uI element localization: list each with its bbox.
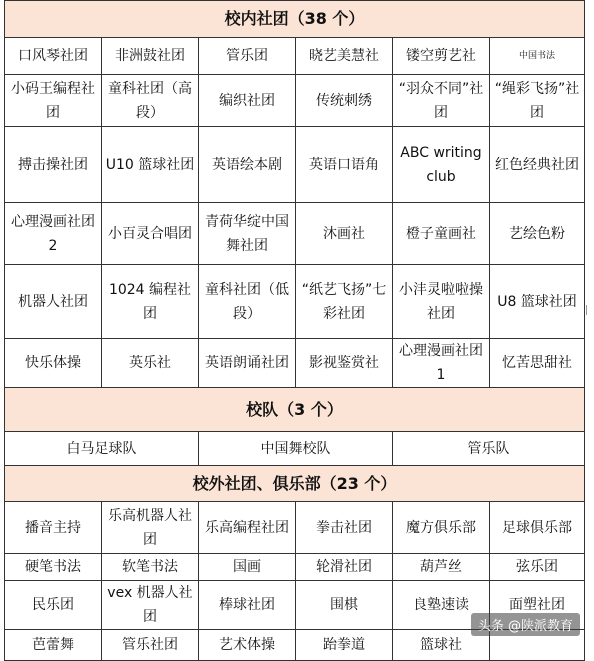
club-cell: 硬笔书法 [5, 554, 102, 581]
clubs-table [4, 0, 585, 661]
club-cell: 心理漫画社团 1 [393, 339, 490, 388]
club-cell: 轮滑社团 [296, 554, 393, 581]
club-cell: 传统刺绣 [296, 75, 393, 127]
club-cell: 播音主持 [5, 502, 102, 554]
club-cell: 英语绘本剧 [199, 127, 296, 203]
club-cell: 棒球社团 [199, 581, 296, 630]
club-cell: 管乐队 [393, 432, 585, 466]
club-cell: 红色经典社团 [490, 127, 585, 203]
club-cell: 童科社团（低段） [199, 265, 296, 339]
club-cell: 拳击社团 [296, 502, 393, 554]
club-cell: 中国舞校队 [199, 432, 393, 466]
club-cell: 机器人社团 [5, 265, 102, 339]
table-row [5, 432, 585, 466]
club-cell: 心理漫画社团 2 [5, 203, 102, 265]
club-cell: 管乐团 [199, 38, 296, 75]
club-cell: 面塑社团 [490, 581, 585, 630]
club-cell: 白马足球队 [5, 432, 199, 466]
section-header: 校队（3 个） [5, 388, 585, 432]
club-cell: 口风琴社团 [5, 38, 102, 75]
club-cell: 葫芦丝 [393, 554, 490, 581]
club-cell: 国画 [199, 554, 296, 581]
club-cell: 英乐社 [102, 339, 199, 388]
section-header: 校外社团、俱乐部（23 个） [5, 466, 585, 502]
club-cell: 跆拳道 [296, 630, 393, 661]
section-header: 校内社团（38 个） [5, 1, 585, 38]
club-cell: 管乐社团 [102, 630, 199, 661]
club-cell: 中国书法 [490, 38, 585, 75]
table-row [5, 502, 585, 554]
club-cell: 芭蕾舞 [5, 630, 102, 661]
club-cell: U10 篮球社团 [102, 127, 199, 203]
club-cell: 快乐体操 [5, 339, 102, 388]
club-cell: 编织社团 [199, 75, 296, 127]
club-cell: 橙子童画社 [393, 203, 490, 265]
table-row [5, 38, 585, 75]
club-cell: 艺术体操 [199, 630, 296, 661]
table-row [5, 265, 585, 339]
table-row [5, 127, 585, 203]
club-cell: 童科社团（高段） [102, 75, 199, 127]
club-cell: 忆苦思甜社 [490, 339, 585, 388]
club-cell: ABC writing club [393, 127, 490, 203]
club-cell: 围棋 [296, 581, 393, 630]
club-cell: 青荷华绽中国舞社团 [199, 203, 296, 265]
club-cell: 民乐团 [5, 581, 102, 630]
club-cell: 软笔书法 [102, 554, 199, 581]
club-cell: 非洲鼓社团 [102, 38, 199, 75]
club-cell: 小沣灵啦啦操社团 [393, 265, 490, 339]
club-cell: 英语朗诵社团 [199, 339, 296, 388]
club-cell: 艺绘色粉 [490, 203, 585, 265]
club-cell: “纸艺飞扬”七彩社团 [296, 265, 393, 339]
club-cell: 小码王编程社团 [5, 75, 102, 127]
club-cell: 良塾速读 [393, 581, 490, 630]
club-cell: 弦乐团 [490, 554, 585, 581]
club-cell: 篮球社 [393, 630, 490, 661]
club-cell: U8 篮球社团 [490, 265, 585, 339]
club-cell: “羽众不同”社团 [393, 75, 490, 127]
club-cell: 1024 编程社团 [102, 265, 199, 339]
table-row [5, 75, 585, 127]
club-cell: 英语口语角 [296, 127, 393, 203]
club-cell: 影视鉴赏社 [296, 339, 393, 388]
club-cell: 镂空剪艺社 [393, 38, 490, 75]
club-cell: vex 机器人社团 [102, 581, 199, 630]
table-row [5, 554, 585, 581]
club-cell: 魔方俱乐部 [393, 502, 490, 554]
table-row [5, 339, 585, 388]
club-cell: 乐高机器人社团 [102, 502, 199, 554]
table-row [5, 203, 585, 265]
club-cell: “绳彩飞扬”社团 [490, 75, 585, 127]
club-cell: 晓艺美慧社 [296, 38, 393, 75]
club-cell: 小百灵合唱团 [102, 203, 199, 265]
club-cell: 足球俱乐部 [490, 502, 585, 554]
resize-handle-icon [586, 305, 593, 315]
club-cell: 搏击操社团 [5, 127, 102, 203]
club-cell: 乐高编程社团 [199, 502, 296, 554]
watermark: 头条 @陕派教育 [471, 613, 580, 636]
club-cell: 沐画社 [296, 203, 393, 265]
